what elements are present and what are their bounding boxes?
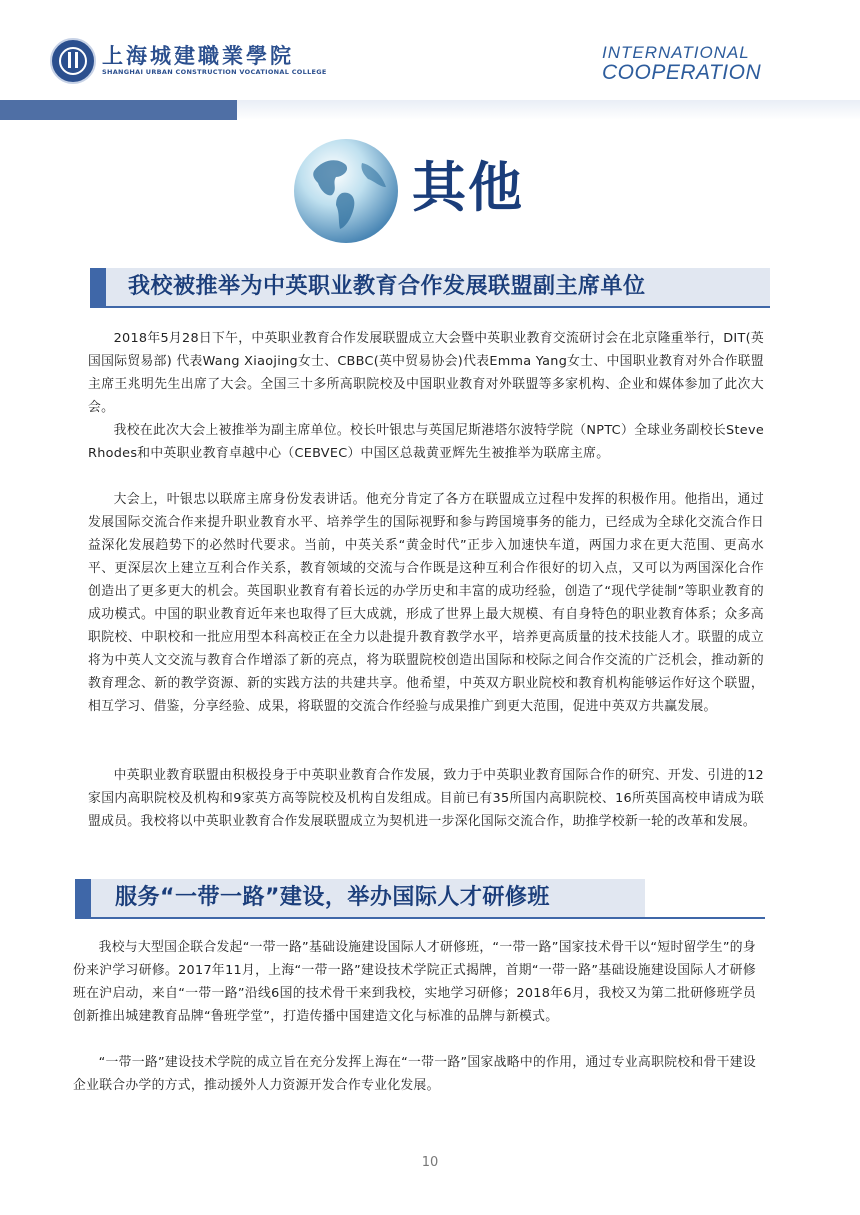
paragraph: 我校在此次大会上被推举为副主席单位。校长叶银忠与英国尼斯港塔尔波特学院（NPTC）全球业务副校长Steve Rhodes和中英职业教育卓越中心（CEBVEC）中国区总裁黄亚辉先生被推举为联席主席。 [88, 423, 764, 461]
page-title: 其他 [412, 156, 524, 219]
section-tag [602, 44, 761, 84]
globe-icon [292, 137, 400, 245]
college-name-en: SHANGHAI URBAN CONSTRUCTION VOCATIONAL COLLEGE [102, 68, 327, 76]
section-header-2 [75, 879, 645, 917]
section-underline-1 [90, 306, 770, 308]
section-underline-2 [75, 917, 765, 919]
section-title-1: 我校被推举为中英职业教育合作发展联盟副主席单位 [128, 274, 646, 299]
college-seal-icon [50, 38, 96, 84]
paragraph: 2018年5月28日下午，中英职业教育合作发展联盟成立大会暨中英职业教育交流研讨会在北京隆重举行，DIT(英国国际贸易部) 代表Wang Xiaojing女士、CBBC(英中贸易协会)代表Emma Yang女士、中国职业教育对外合作联盟主席王兆明先生出席了大会。全国三十多所高职院校及中国职业教育对外联盟等多家机构、企业和媒体参加了此次大会。 [88, 331, 764, 415]
college-name: 上海城建職業學院 [102, 43, 294, 68]
header-stripe-accent [0, 100, 237, 120]
paragraph: 中英职业教育联盟由积极投身于中英职业教育合作发展，致力于中英职业教育国际合作的研究、开发、引进的12家国内高职院校及机构和9家英方高等院校及机构自发组成。目前已有35所国内高职院校、16所英国高校申请成为联盟成员。我校将以中英职业教育合作发展联盟成立为契机进一步深化国际交流合作，助推学校新一轮的改革和发展。 [88, 768, 764, 829]
page-number: 10 [421, 1155, 439, 1170]
paragraph: “一带一路”建设技术学院的成立旨在充分发挥上海在“一带一路”国家战略中的作用，通过专业高职院校和骨干建设企业联合办学的方式，推动援外人力资源开发合作专业化发展。 [73, 1055, 756, 1093]
section-title-2: 服务“一带一路”建设，举办国际人才研修班 [115, 885, 550, 910]
section-tag-line2: COOPERATION [602, 60, 762, 84]
section-tag-line1: INTERNATIONAL [602, 43, 750, 62]
page-header [0, 0, 860, 100]
paragraph: 我校与大型国企联合发起“一带一路”基础设施建设国际人才研修班，“一带一路”国家技术骨干以“短时留学生”的身份来沪学习研修。2017年11月，上海“一带一路”建设技术学院正式揭牌，首期“一带一路”基础设施建设国际人才研修班在沪启动，来自“一带一路”沿线6国的技术骨干来到我校，实地学习研修；2018年6月，我校又为第二批研修班学员创新推出城建教育品牌“鲁班学堂”，打造传播中国建造文化与标准的品牌与新模式。 [73, 940, 756, 1024]
paragraph: 大会上，叶银忠以联席主席身份发表讲话。他充分肯定了各方在联盟成立过程中发挥的积极作用。他指出，通过发展国际交流合作来提升职业教育水平、培养学生的国际视野和参与跨国境事务的能力，已经成为全球化交流合作日益深化发展趋势下的必然时代要求。当前，中英关系“黄金时代”正步入加速快车道，两国力求在更大范围、更高水平、更深层次上建立互利合作关系，教育领域的交流与合作既是这种互利合作很好的切入点，又可以为两国深化合作创造出了更多更大的机会。英国职业教育有着长远的办学历史和丰富的成功经验，创造了“现代学徒制”等职业教育的成功模式。中国的职业教育近年来也取得了巨大成就，形成了世界上最大规模、有自身特色的职业教育体系；众多高职院校、中职校和一批应用型本科高校正在全力以赴提升教育教学水平，培养更高质量的技术技能人才。联盟的成立将为中英人文交流与教育合作增添了新的亮点，将为联盟院校创造出国际和校际之间合作交流的广泛机会，推动新的教育理念、新的教学资源、新的实践方法的共建共享。他希望，中英双方职业院校和教育机构能够运作好这个联盟，相互学习、借鉴，分享经验、成果，将联盟的交流合作经验与成果推广到更大范围，促进中英双方共赢发展。 [88, 492, 764, 714]
section-header-1 [90, 268, 770, 306]
section-accent-bar [75, 879, 91, 917]
section-accent-bar [90, 268, 106, 306]
